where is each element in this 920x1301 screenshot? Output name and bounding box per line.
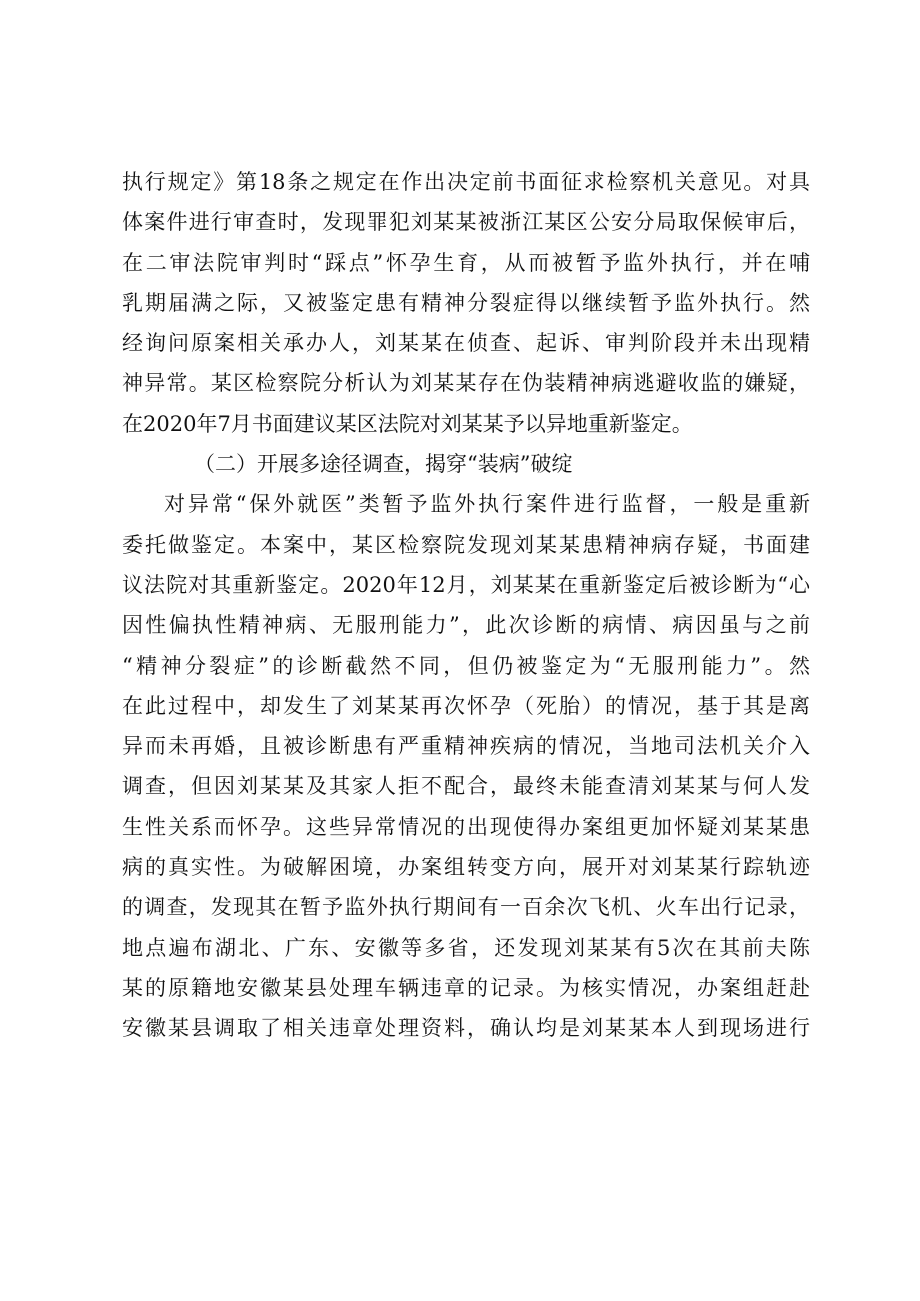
paragraph-line: 生性关系而怀孕。这些异常情况的出现使得办案组更加怀疑刘某某患: [122, 814, 810, 839]
paragraph-line: 体案件进行审查时，发现罪犯刘某某被浙江某区公安分局取保候审后，: [122, 210, 810, 235]
paragraph-line: 议法院对其重新鉴定。2020年12月，刘某某在重新鉴定后被诊断为“心: [122, 572, 810, 597]
section-heading: （二）开展多途径调查，揭穿“装病”破绽: [194, 452, 573, 477]
paragraph-line: 调查，但因刘某某及其家人拒不配合，最终未能查清刘某某与何人发: [122, 774, 810, 799]
paragraph-line: 异而未再婚，且被诊断患有严重精神疾病的情况，当地司法机关介入: [122, 734, 810, 759]
paragraph-line: 经询问原案相关承办人，刘某某在侦查、起诉、审判阶段并未出现精: [122, 331, 810, 356]
paragraph-line: 的调查，发现其在暂予监外执行期间有一百余次飞机、火车出行记录，: [122, 895, 810, 920]
paragraph-line: 神异常。某区检察院分析认为刘某某存在伪装精神病逃避收监的嫌疑，: [122, 371, 810, 396]
paragraph-line: 乳期届满之际，又被鉴定患有精神分裂症得以继续暂予监外执行。然: [122, 290, 810, 315]
paragraph-line: 安徽某县调取了相关违章处理资料，确认均是刘某某本人到现场进行: [122, 1016, 810, 1041]
paragraph-line: “精神分裂症”的诊断截然不同，但仍被鉴定为“无服刑能力”。然: [122, 653, 810, 678]
paragraph-line: 委托做鉴定。本案中，某区检察院发现刘某某患精神病存疑，书面建: [122, 532, 810, 557]
paragraph-line: 某的原籍地安徽某县处理车辆违章的记录。为核实情况，办案组赶赴: [122, 975, 810, 1000]
paragraph-line: 地点遍布湖北、广东、安徽等多省，还发现刘某某有5次在其前夫陈: [122, 935, 810, 960]
paragraph-line: 在2020年7月书面建议某区法院对刘某某予以异地重新鉴定。: [122, 411, 693, 436]
paragraph-line: 病的真实性。为破解困境，办案组转变方向，展开对刘某某行踪轨迹: [122, 855, 810, 880]
paragraph-line: 在此过程中，却发生了刘某某再次怀孕（死胎）的情况，基于其是离: [122, 693, 810, 718]
paragraph-line: 对异常“保外就医”类暂予监外执行案件进行监督，一般是重新: [164, 492, 810, 517]
document-body: [122, 162, 810, 1049]
paragraph-line: 在二审法院审判时“踩点”怀孕生育，从而被暂予监外执行，并在哺: [122, 250, 810, 275]
paragraph-line: 因性偏执性精神病、无服刑能力”，此次诊断的病情、病因虽与之前: [122, 613, 810, 638]
paragraph-line: 执行规定》第18条之规定在作出决定前书面征求检察机关意见。对具: [122, 170, 810, 194]
